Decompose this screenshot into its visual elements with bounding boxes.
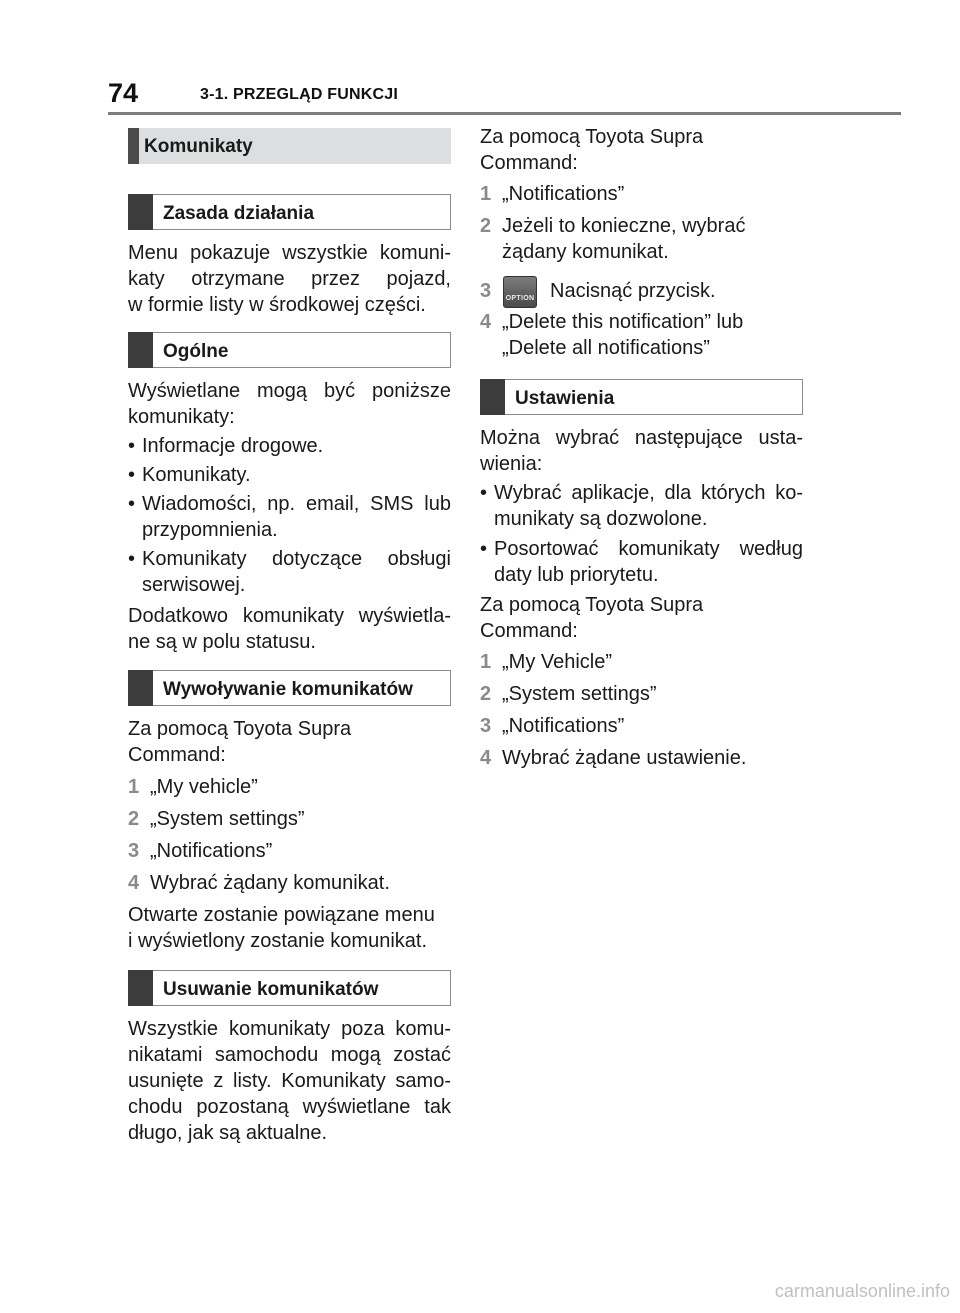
heading-bar [128,194,153,230]
bullet-dot: • [128,435,136,457]
subheading-zasada [128,194,451,230]
heading-bar [128,332,153,368]
subheading-label: Usuwanie komunikatów [163,979,379,1000]
step-text: „System settings” [502,683,657,705]
heading-bar [128,670,153,706]
step-text: Wybrać żądane ustawienie. [502,747,747,769]
step-text: „Delete all notifications” [502,337,710,359]
step-number: 2 [480,215,492,237]
step-number: 4 [480,747,492,769]
zasada-line: katy otrzymane przez pojazd, [128,268,451,290]
ustawienia-intro-line: wienia: [480,453,543,475]
ogolne-intro-line: Wyświetlane mogą być poniższe [128,380,451,402]
list-item-text: Komunikaty. [142,464,251,486]
step-number: 3 [128,840,140,862]
usuwanie-line: nikatami samochodu mogą zostać [128,1044,451,1066]
step-number: 2 [480,683,492,705]
step-number: 1 [480,183,492,205]
step-number: 4 [128,872,140,894]
bullet-dot: • [128,493,136,515]
list-item-text: daty lub priorytetu. [494,564,659,586]
subheading-label: Zasada działania [163,203,315,224]
bullet-dot: • [480,538,488,560]
heading-bar [128,970,153,1006]
step-text: „Notifications” [150,840,273,862]
step-text: „My vehicle” [150,776,258,798]
usuwanie-line: chodu pozostaną wyświetlane tak [128,1096,451,1118]
ogolne-outro-line: Dodatkowo komunikaty wyświetla- [128,605,451,627]
step-text: „Notifications” [502,183,625,205]
list-item-text: Posortować komunikaty według [494,538,803,560]
step-text: „My Vehicle” [502,651,613,673]
bullet-dot: • [128,464,136,486]
subheading-label: Ogólne [163,341,229,362]
subheading-label: Wywoływanie komunikatów [163,679,413,700]
header-rule [108,112,901,115]
heading-bar [128,128,139,164]
step-number: 2 [128,808,140,830]
section-heading-komunikaty [128,128,451,164]
zasada-line: Menu pokazuje wszystkie komuni- [128,242,451,264]
page-header [108,78,901,114]
subheading-ogolne [128,332,451,368]
step-number: 1 [480,651,492,673]
ogolne-intro-line: komunikaty: [128,406,235,428]
bullet-dot: • [128,548,136,570]
usuwanie-line: usunięte z listy. Komunikaty samo- [128,1070,451,1092]
watermark: carmanualsonline.info [774,1281,950,1301]
step-text: Jeżeli to konieczne, wybrać [502,215,746,237]
command-intro-line: Command: [480,152,578,174]
step-text: żądany komunikat. [502,241,669,263]
step-text: „Delete this notification” lub [502,311,744,333]
command-intro-line: Command: [128,744,226,766]
bullet-dot: • [480,482,488,504]
step-text: Nacisnąć przycisk. [550,280,716,302]
usuwanie-line: długo, jak są aktualne. [128,1122,328,1144]
option-button-icon: OPTION [503,276,537,308]
page-number: 74 [108,78,139,108]
section-heading-label: Komunikaty [144,136,253,157]
wywolywanie-outro-line: Otwarte zostanie powiązane menu [128,904,435,926]
list-item-text: przypomnienia. [142,519,278,541]
zasada-line: w formie listy w środkowej części. [128,294,426,316]
chapter-title: 3-1. PRZEGLĄD FUNKCJI [200,86,398,103]
step-text: „System settings” [150,808,305,830]
step-number: 1 [128,776,140,798]
list-item-text: Informacje drogowe. [142,435,324,457]
list-item-text: Wybrać aplikacje, dla których ko- [494,482,803,504]
ustawienia-intro-line: Można wybrać następujące usta- [480,427,803,449]
step-text: Wybrać żądany komunikat. [150,872,390,894]
step-number: 4 [480,311,492,333]
step-number: 3 [480,280,492,302]
wywolywanie-outro-line: i wyświetlony zostanie komunikat. [128,930,428,952]
subheading-usuwanie [128,970,451,1006]
list-item-text: serwisowej. [142,574,246,596]
command-intro-line: Za pomocą Toyota Supra [480,126,704,148]
list-item-text: Komunikaty dotyczące obsługi [142,548,451,570]
usuwanie-line: Wszystkie komunikaty poza komu- [128,1018,451,1040]
command-intro-line: Command: [480,620,578,642]
command-intro-line: Za pomocą Toyota Supra [128,718,352,740]
step-text: „Notifications” [502,715,625,737]
ogolne-outro-line: ne są w polu statusu. [128,631,316,653]
list-item-text: Wiadomości, np. email, SMS lub [142,493,451,515]
subheading-label: Ustawienia [515,388,615,409]
step-number: 3 [480,715,492,737]
list-item-text: munikaty są dozwolone. [494,508,708,530]
subheading-ustawienia [480,379,803,415]
heading-bar [480,379,505,415]
subheading-wywolywanie [128,670,451,706]
command-intro-line: Za pomocą Toyota Supra [480,594,704,616]
